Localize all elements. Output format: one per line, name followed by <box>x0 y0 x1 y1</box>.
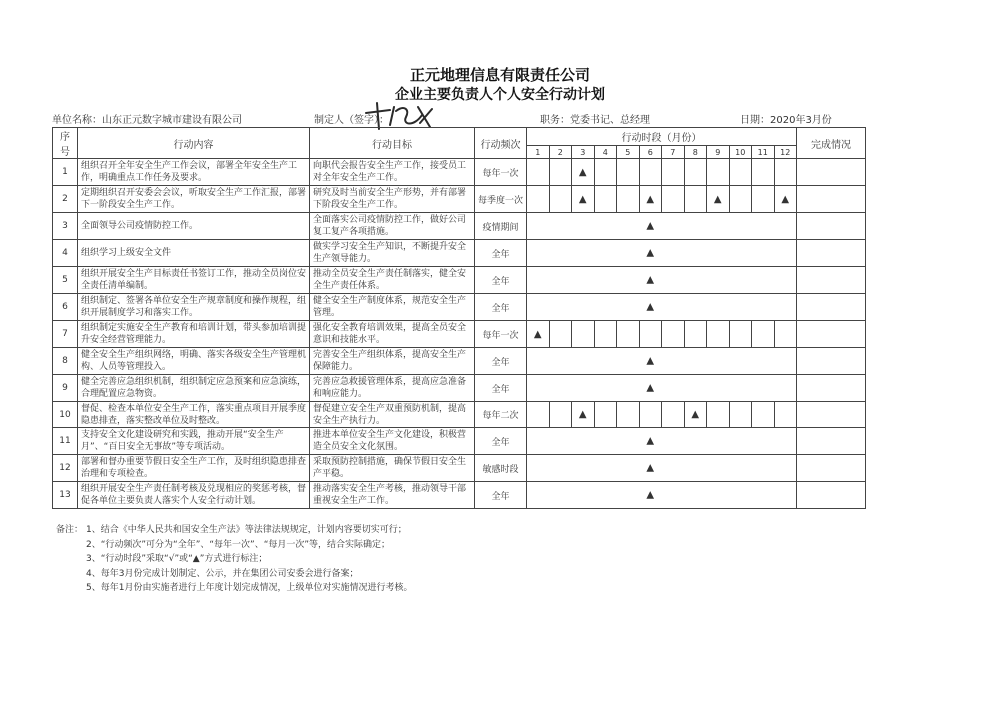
period-marker: ▲ <box>533 328 542 340</box>
row-content: 组织召开全年安全生产工作会议，部署全年安全生产工作，明确重点工作任务及要求。 <box>78 159 310 186</box>
month-cell <box>662 321 685 348</box>
unit-label: 单位名称： <box>52 115 102 126</box>
month-span-cell <box>527 294 797 321</box>
month-cell <box>729 321 752 348</box>
row-goal: 推动全员安全生产责任制落实，健全安全生产责任体系。 <box>310 267 475 294</box>
month-cell <box>752 186 775 213</box>
month-cell <box>594 321 617 348</box>
table-row <box>53 240 866 267</box>
month-span-cell <box>527 375 797 402</box>
role-label: 职务： <box>540 115 570 126</box>
row-goal: 推进本单位安全生产文化建设，积极营造全员安全文化氛围。 <box>310 428 475 455</box>
month-cell <box>684 321 707 348</box>
month-cell <box>572 186 595 213</box>
header-content: 行动内容 <box>78 128 310 159</box>
table-row <box>53 159 866 186</box>
month-cell <box>774 321 797 348</box>
row-content: 全面领导公司疫情防控工作。 <box>78 213 310 240</box>
header-status: 完成情况 <box>797 128 866 159</box>
row-content: 组织开展安全生产责任制考核及兑现相应的奖惩考核，督促各单位主要负责人落实个人安全行动计划。 <box>78 482 310 509</box>
month-cell <box>572 159 595 186</box>
role-value: 党委书记、总经理 <box>570 115 650 126</box>
row-status <box>797 428 866 455</box>
row-goal: 强化安全教育培训效果，提高全员安全意识和技能水平。 <box>310 321 475 348</box>
table-row <box>53 321 866 348</box>
month-cell <box>662 159 685 186</box>
month-cell <box>549 186 572 213</box>
row-content: 支持安全文化建设研究和实践，推动开展“安全生产月”、“百日安全无事故”等专项活动。 <box>78 428 310 455</box>
row-goal: 向职代会报告安全生产工作，接受员工对全年安全生产工作。 <box>310 159 475 186</box>
period-marker: ▲ <box>646 489 655 501</box>
notes-label: 备注： <box>56 525 84 535</box>
row-number: 4 <box>53 240 78 267</box>
month-cell <box>707 402 730 428</box>
month-cell <box>594 159 617 186</box>
table-row <box>53 402 866 428</box>
table-row <box>53 482 866 509</box>
header-month: 6 <box>639 146 662 159</box>
month-cell <box>527 186 550 213</box>
month-cell <box>549 159 572 186</box>
month-cell <box>572 321 595 348</box>
row-frequency: 每年二次 <box>475 402 527 428</box>
month-cell <box>707 159 730 186</box>
month-span-cell <box>527 348 797 375</box>
header-month: 10 <box>729 146 752 159</box>
period-marker: ▲ <box>646 247 655 259</box>
period-marker: ▲ <box>646 220 655 232</box>
month-cell <box>684 402 707 428</box>
month-cell <box>752 321 775 348</box>
row-content: 健全完善应急组织机制，组织制定应急预案和应急演练，合理配置应急物资。 <box>78 375 310 402</box>
row-number: 12 <box>53 455 78 482</box>
month-cell <box>639 321 662 348</box>
month-cell <box>617 159 640 186</box>
row-frequency: 疫情期间 <box>475 213 527 240</box>
date-field <box>740 111 832 126</box>
row-number: 3 <box>53 213 78 240</box>
date-label: 日期： <box>740 115 770 126</box>
row-status <box>797 294 866 321</box>
row-number: 9 <box>53 375 78 402</box>
row-number: 10 <box>53 402 78 428</box>
header-month: 4 <box>594 146 617 159</box>
row-number: 8 <box>53 348 78 375</box>
plan-title: 企业主要负责人个人安全行动计划 <box>395 87 605 103</box>
table-row <box>53 455 866 482</box>
row-frequency: 全年 <box>475 482 527 509</box>
notes <box>56 523 412 596</box>
row-status <box>797 159 866 186</box>
row-content: 组织制定、签署各单位安全生产规章制度和操作规程，组织开展制度学习和落实工作。 <box>78 294 310 321</box>
row-status <box>797 455 866 482</box>
unit-field <box>52 111 242 126</box>
month-cell <box>662 186 685 213</box>
month-cell <box>707 321 730 348</box>
month-cell <box>617 402 640 428</box>
row-number: 6 <box>53 294 78 321</box>
header-month: 3 <box>572 146 595 159</box>
row-goal: 完善安全生产组织体系，提高安全生产保障能力。 <box>310 348 475 375</box>
month-cell <box>594 186 617 213</box>
month-cell <box>639 402 662 428</box>
period-marker: ▲ <box>646 382 655 394</box>
header-month: 7 <box>662 146 685 159</box>
row-frequency: 全年 <box>475 428 527 455</box>
month-cell <box>707 186 730 213</box>
period-marker: ▲ <box>578 409 587 420</box>
unit-value: 山东正元数字城市建设有限公司 <box>102 115 242 126</box>
table-row <box>53 348 866 375</box>
row-status <box>797 348 866 375</box>
month-cell <box>729 159 752 186</box>
period-marker: ▲ <box>646 274 655 286</box>
row-number: 2 <box>53 186 78 213</box>
month-span-cell <box>527 213 797 240</box>
row-frequency: 全年 <box>475 348 527 375</box>
month-cell <box>684 186 707 213</box>
header-frequency: 行动频次 <box>475 128 527 159</box>
header-month: 1 <box>527 146 550 159</box>
row-frequency: 全年 <box>475 240 527 267</box>
note-item: 2、“行动频次”可分为“全年”、“每年一次”、“每月一次”等，结合实际确定； <box>86 539 391 550</box>
month-cell <box>527 402 550 428</box>
month-cell <box>617 321 640 348</box>
month-span-cell <box>527 482 797 509</box>
row-frequency: 敏感时段 <box>475 455 527 482</box>
row-number: 11 <box>53 428 78 455</box>
month-span-cell <box>527 455 797 482</box>
row-status <box>797 321 866 348</box>
month-cell <box>527 159 550 186</box>
row-status <box>797 267 866 294</box>
header-period: 行动时段（月份） <box>527 128 797 146</box>
row-status <box>797 186 866 213</box>
period-marker: ▲ <box>713 193 722 205</box>
header-month: 12 <box>774 146 797 159</box>
month-cell <box>639 159 662 186</box>
role-field <box>540 111 650 126</box>
header-goal: 行动目标 <box>310 128 475 159</box>
row-frequency: 每季度一次 <box>475 186 527 213</box>
table-row <box>53 294 866 321</box>
period-marker: ▲ <box>646 193 655 205</box>
row-content: 组织学习上级安全文件 <box>78 240 310 267</box>
month-cell <box>729 186 752 213</box>
row-goal: 做实学习安全生产知识，不断提升安全生产领导能力。 <box>310 240 475 267</box>
company-name: 正元地理信息有限责任公司 <box>409 66 590 84</box>
header-no: 序号 <box>53 128 78 159</box>
row-goal: 研究及时当前安全生产形势，并有部署下阶段安全生产工作。 <box>310 186 475 213</box>
row-number: 1 <box>53 159 78 186</box>
note-item: 1、结合《中华人民共和国安全生产法》等法律法规规定，计划内容要切实可行； <box>86 525 407 535</box>
row-frequency: 每年一次 <box>475 159 527 186</box>
table-row <box>53 375 866 402</box>
period-marker: ▲ <box>781 193 790 205</box>
row-frequency: 全年 <box>475 375 527 402</box>
header-month: 9 <box>707 146 730 159</box>
month-cell <box>594 402 617 428</box>
row-goal: 完善应急救援管理体系，提高应急准备和响应能力。 <box>310 375 475 402</box>
month-cell <box>549 402 572 428</box>
period-marker: ▲ <box>646 462 655 474</box>
row-content: 定期组织召开安委会会议，听取安全生产工作汇报，部署下一阶段安全生产工作。 <box>78 186 310 213</box>
month-cell <box>774 159 797 186</box>
row-status <box>797 240 866 267</box>
row-content: 部署和督办重要节假日安全生产工作，及时组织隐患排查治理和专项检查。 <box>78 455 310 482</box>
row-content: 组织制定实施安全生产教育和培训计划，带头参加培训提升安全经营管理能力。 <box>78 321 310 348</box>
header-month: 5 <box>617 146 640 159</box>
row-goal: 采取预防控制措施，确保节假日安全生产平稳。 <box>310 455 475 482</box>
month-span-cell <box>527 428 797 455</box>
header-month: 2 <box>549 146 572 159</box>
month-cell <box>549 321 572 348</box>
period-marker: ▲ <box>646 301 655 313</box>
row-frequency: 每年一次 <box>475 321 527 348</box>
row-status <box>797 402 866 428</box>
row-content: 督促、检查本单位安全生产工作，落实重点项目开展季度隐患排查，落实整改单位及时整改。 <box>78 402 310 428</box>
row-content: 组织开展安全生产目标责任书签订工作，推动全员岗位安全责任清单编制。 <box>78 267 310 294</box>
header-month: 8 <box>684 146 707 159</box>
month-cell <box>527 321 550 348</box>
month-cell <box>774 402 797 428</box>
row-status <box>797 375 866 402</box>
month-cell <box>774 186 797 213</box>
table-row <box>53 267 866 294</box>
row-goal: 全面落实公司疫情防控工作，做好公司复工复产各项措施。 <box>310 213 475 240</box>
month-cell <box>752 402 775 428</box>
month-cell <box>729 402 752 428</box>
month-cell <box>572 402 595 428</box>
month-span-cell <box>527 240 797 267</box>
row-status <box>797 213 866 240</box>
period-marker: ▲ <box>578 166 587 178</box>
month-cell <box>617 186 640 213</box>
note-item: 4、每年3月份完成计划制定、公示，并在集团公司安委会进行备案； <box>86 568 359 579</box>
row-content: 健全安全生产组织网络，明确、落实各级安全生产管理机构、人员等管理投入。 <box>78 348 310 375</box>
period-marker: ▲ <box>578 193 587 205</box>
header-month: 11 <box>752 146 775 159</box>
action-plan-table <box>52 127 866 509</box>
row-frequency: 全年 <box>475 294 527 321</box>
month-cell <box>662 402 685 428</box>
row-goal: 健全安全生产制度体系，规范安全生产管理。 <box>310 294 475 321</box>
author-label: 制定人（签字）： <box>314 115 389 126</box>
table-row <box>53 213 866 240</box>
period-marker: ▲ <box>691 409 700 420</box>
period-marker: ▲ <box>646 355 655 367</box>
note-item: 5、每年1月份由实施者进行上年度计划完成情况，上级单位对实施情况进行考核。 <box>86 583 413 593</box>
month-cell <box>684 159 707 186</box>
row-goal: 督促建立安全生产双重预防机制，提高安全生产执行力。 <box>310 402 475 428</box>
date-value: 2020年3月份 <box>770 115 832 126</box>
note-item: 3、“行动时段”采取“√”或“▲”方式进行标注； <box>86 554 268 564</box>
month-cell <box>752 159 775 186</box>
row-number: 5 <box>53 267 78 294</box>
table-row <box>53 186 866 213</box>
row-goal: 推动落实安全生产考核，推动领导干部重视安全生产工作。 <box>310 482 475 509</box>
month-span-cell <box>527 267 797 294</box>
month-cell <box>639 186 662 213</box>
row-status <box>797 482 866 509</box>
row-frequency: 全年 <box>475 267 527 294</box>
row-number: 13 <box>53 482 78 509</box>
row-number: 7 <box>53 321 78 348</box>
table-row <box>53 428 866 455</box>
period-marker: ▲ <box>646 435 655 447</box>
